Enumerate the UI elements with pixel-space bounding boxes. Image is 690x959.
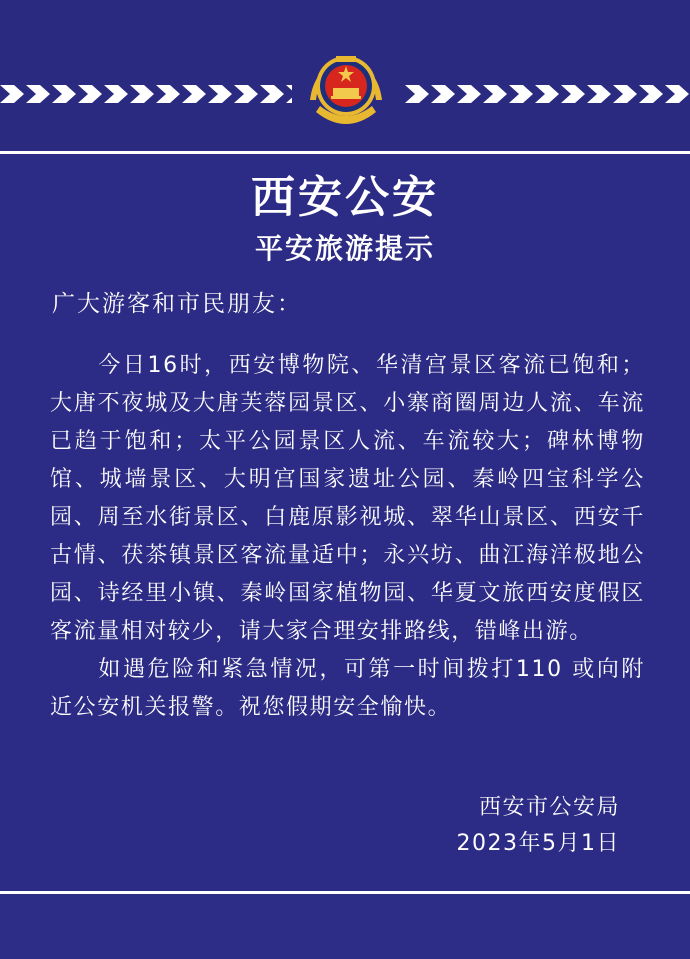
notice-paragraph-traffic: 今日16时，西安博物院、华清宫景区客流已饱和；大唐不夜城及大唐芙蓉园景区、小寨商圈周边人流、车流已趋于饱和；太平公园景区人流、车流较大；碑林博物馆、城墙景区、大明宫国家遗址公园、秦岭四宝科学公园、周至水街景区、白鹿原影视城、翠华山景区、西安千古情、茯茶镇景区客流量适中；永兴坊、曲江海洋极地公园、诗经里小镇、秦岭国家植物园、华夏文旅西安度假区客流量相对较少，请大家合理安排路线，错峰出游。 — [50, 353, 645, 644]
signature-block — [457, 790, 620, 862]
decorative-stripe-right — [405, 83, 690, 105]
issuer-name: 西安市公安局 — [478, 795, 620, 820]
notice-body — [50, 347, 645, 727]
notice-title: 西安公安 — [251, 172, 439, 223]
decorative-stripe-left — [0, 83, 292, 105]
police-emblem-icon — [300, 44, 392, 134]
header-banner — [0, 0, 690, 150]
footer-band — [0, 894, 690, 959]
issue-date: 2023年5月1日 — [456, 831, 620, 856]
notice-subtitle: 平安旅游提示 — [254, 232, 435, 265]
notice-greeting: 广大游客和市民朋友： — [52, 291, 302, 317]
notice-paragraph-emergency: 如遇危险和紧急情况，可第一时间拨打110 或向附近公安机关报警。祝您假期安全愉快。 — [50, 657, 645, 720]
